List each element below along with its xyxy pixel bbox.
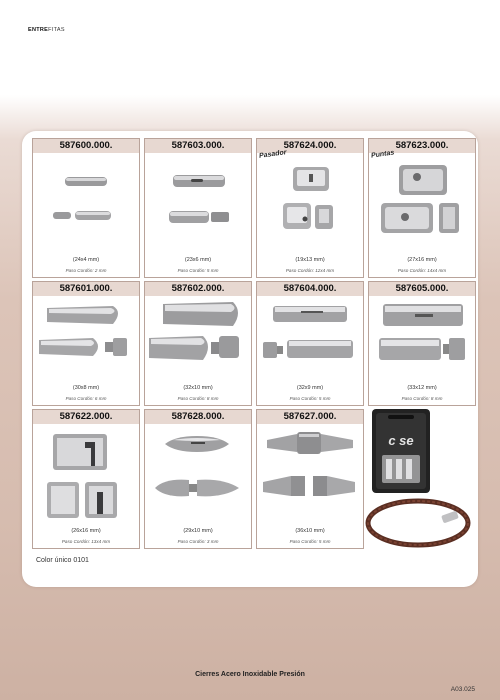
product-code: 587623.000. <box>369 139 475 153</box>
product-cord: Paso Cordón: 6 mm <box>65 396 107 401</box>
clasp-image <box>33 426 139 521</box>
page-number: A03.025 <box>450 686 475 693</box>
product-package-image <box>358 405 476 555</box>
product-card[interactable] <box>256 281 364 406</box>
product-card[interactable] <box>256 138 364 278</box>
product-tag: Pasador <box>258 149 287 160</box>
product-cord: Paso Cordón: 8 mm <box>401 396 443 401</box>
product-tag: Puntas <box>370 149 395 160</box>
product-code: 587601.000. <box>33 282 139 296</box>
product-size: (23x6 mm) <box>184 257 212 263</box>
product-card[interactable] <box>144 138 252 278</box>
clasp-image <box>145 298 251 374</box>
clasp-image <box>257 155 363 245</box>
product-code: 587603.000. <box>145 139 251 153</box>
clasp-image <box>33 298 139 374</box>
product-cord: Paso Cordón: 12x4 mm <box>285 268 335 273</box>
clasp-image <box>145 426 251 521</box>
product-size: (29x10 mm) <box>183 528 213 534</box>
product-code: 587602.000. <box>145 282 251 296</box>
product-size: (33x12 mm) <box>407 385 437 391</box>
product-card[interactable] <box>32 281 140 406</box>
product-card[interactable] <box>368 281 476 406</box>
package-logo: c se <box>388 433 414 448</box>
brand-rest: FITAS <box>48 27 65 33</box>
clasp-image <box>369 298 475 374</box>
brand-bold: ENTRE <box>28 27 49 33</box>
product-size: (36x10 mm) <box>295 528 325 534</box>
product-card[interactable] <box>32 409 140 549</box>
color-note: Color único 0101 <box>36 557 89 564</box>
product-code: 587600.000. <box>33 139 139 153</box>
product-code: 587624.000. <box>257 139 363 153</box>
product-cord: Paso Cordón: 5 mm <box>289 539 331 544</box>
brand-header <box>28 27 65 33</box>
product-size: (27x16 mm) <box>407 257 437 263</box>
product-code: 587605.000. <box>369 282 475 296</box>
product-cord: Paso Cordón: 14x4 mm <box>397 268 447 273</box>
product-card[interactable] <box>368 138 476 278</box>
product-code: 587604.000. <box>257 282 363 296</box>
product-cord: Paso Cordón: 5 mm <box>289 396 331 401</box>
product-card[interactable] <box>144 281 252 406</box>
product-size: (32x10 mm) <box>183 385 213 391</box>
clasp-image <box>369 155 475 245</box>
product-card[interactable] <box>256 409 364 549</box>
product-cord: Paso Cordón: 5 mm <box>177 268 219 273</box>
product-code: 587622.000. <box>33 410 139 424</box>
product-code: 587628.000. <box>145 410 251 424</box>
product-size: (24x4 mm) <box>72 257 100 263</box>
product-cord: Paso Cordón: 3 mm <box>177 539 219 544</box>
product-code: 587627.000. <box>257 410 363 424</box>
clasp-image <box>33 155 139 245</box>
product-size: (32x9 mm) <box>296 385 324 391</box>
product-cord: Paso Cordón: 13x4 mm <box>61 539 111 544</box>
footer-title: Cierres Acero Inoxidable Presión <box>195 671 305 678</box>
clasp-image <box>257 426 363 521</box>
product-size: (26x16 mm) <box>71 528 101 534</box>
product-size: (19x13 mm) <box>295 257 325 263</box>
product-size: (30x8 mm) <box>72 385 100 391</box>
clasp-image <box>145 155 251 245</box>
product-cord: Paso Cordón: 2 mm <box>65 268 107 273</box>
product-card[interactable] <box>32 138 140 278</box>
product-cord: Paso Cordón: 8 mm <box>177 396 219 401</box>
product-card[interactable] <box>144 409 252 549</box>
clasp-image <box>257 298 363 374</box>
